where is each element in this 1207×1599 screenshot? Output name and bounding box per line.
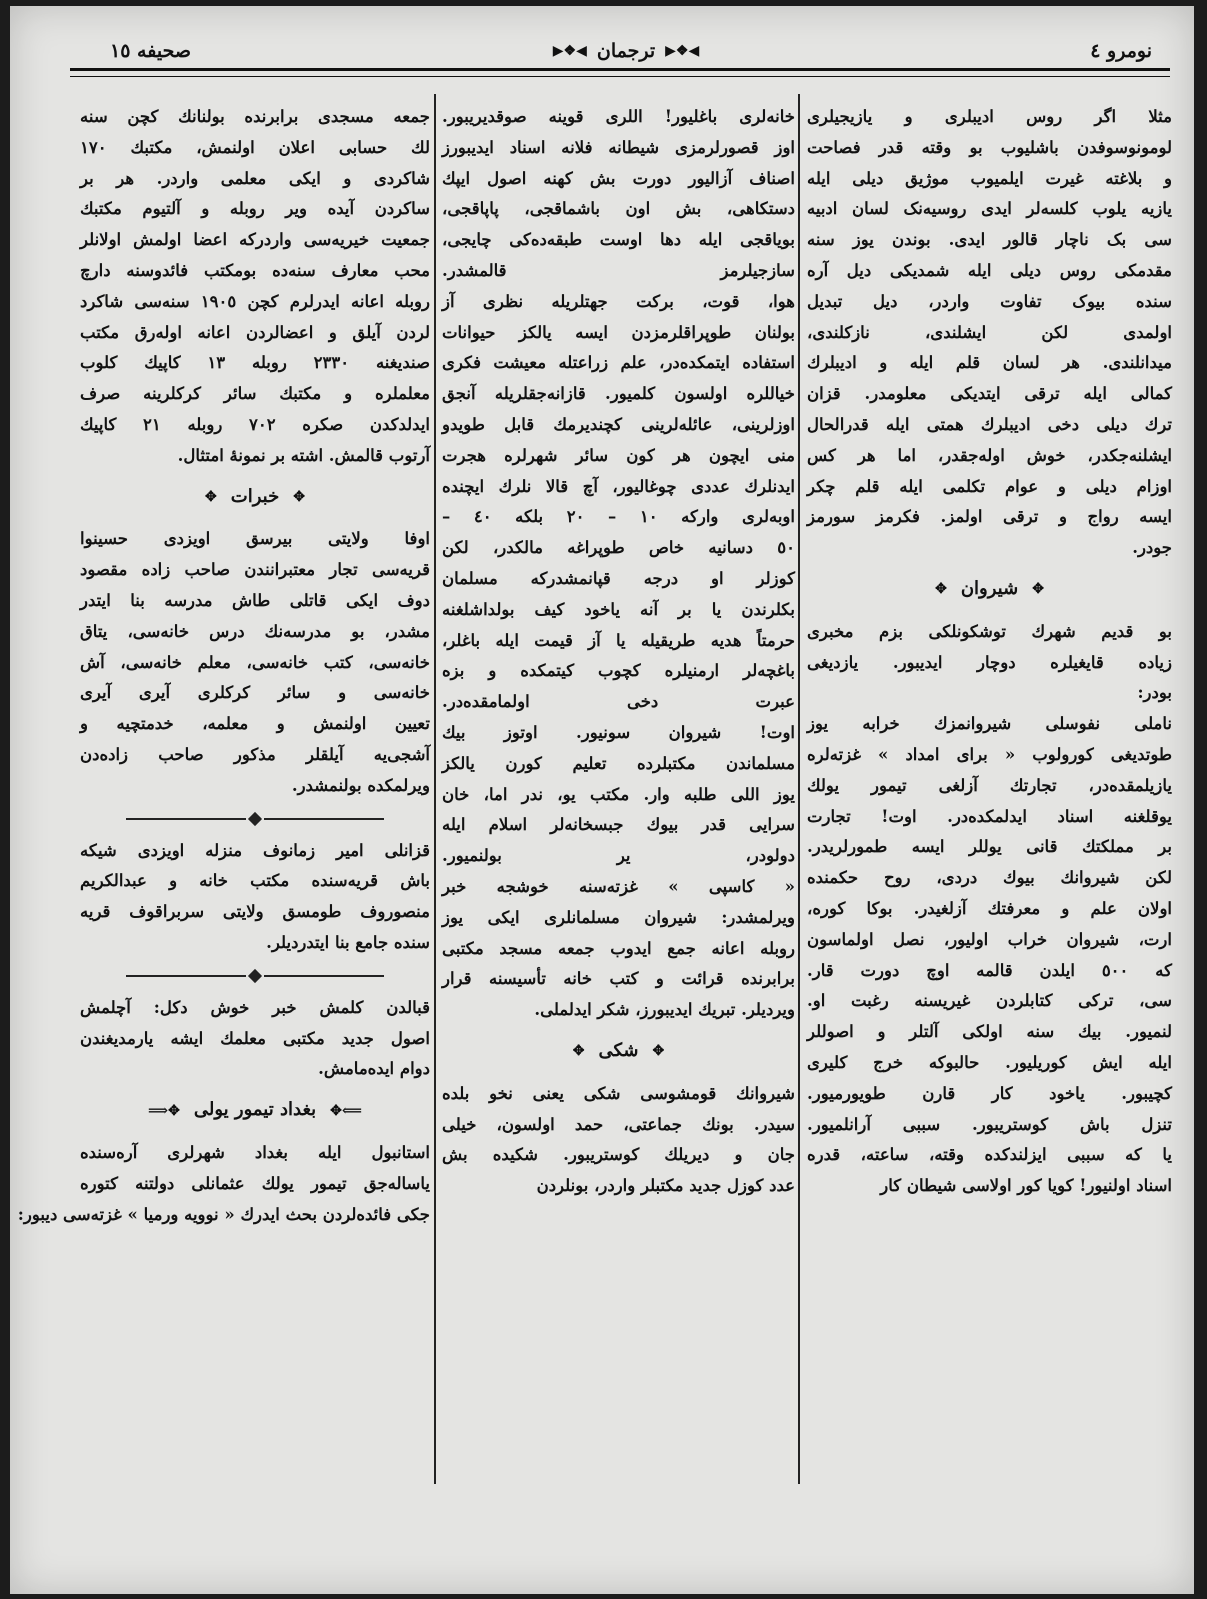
- text-line: اولمدی لکن ایشلندی، نازکلندی،: [807, 322, 1172, 342]
- text-line: سرایی قدر بیوك جبسخانه‌لر اسلام ایله: [442, 815, 795, 835]
- text-line: بودر:: [1137, 683, 1172, 703]
- text-line: ایله ایش کوریلیور. حالبوکه خرج کلیری: [807, 1052, 1172, 1072]
- text-line: اوزام دیلی و عوام تکلمی ایله قلم چکر: [807, 476, 1172, 496]
- text-line: سی، ترکی کتابلردن غیریسنه رغبت او.: [807, 991, 1172, 1011]
- article-text: [80, 993, 430, 1085]
- text-line: یازیلمقده‌در، تجارتك آزلغی تیمور یولك: [807, 775, 1172, 795]
- text-line: و بلاغته غیرت ایلمیوب موژیق دیلی ایله: [807, 168, 1172, 188]
- text-line: شاکردی و ایکی معلمی واردر. هر بر: [80, 168, 430, 188]
- text-line: ناملی نفوسلی شیروانمزك خرابه یوز: [807, 714, 1172, 734]
- text-line: خانه‌لری باغلیور! اللری قوینه صوقدیریبور.: [442, 107, 795, 126]
- text-line: دستکاهی، بش اون باشماقجی، پاپاقجی،: [442, 199, 795, 219]
- text-line: ایدنلرك عددی چوغالیور، آچ قالا نلرك ایچنده: [442, 476, 795, 496]
- text-line: « کاسپی » غزته‌سنه خوشجه خبر: [442, 876, 795, 896]
- text-line: هوا، قوت، برکت جهتلریله نظری آز: [442, 291, 795, 311]
- text-line: ایشلنه‌جکدر، خوش اوله‌جقدر، اما هر کس: [807, 445, 1172, 465]
- text-line: اوبه‌لری وارکه ١٠ – ٢٠ بلکه ٤٠ –: [442, 507, 795, 527]
- text-line: میدانلندی. هر لسان قلم ایله و ادیبلرك: [807, 353, 1172, 373]
- text-line: جان و دیریلك کوستریبور. شکیده بش: [442, 1145, 795, 1165]
- text-line: شیروانك قومشوسی شکی یعنی نخو بلده: [442, 1083, 795, 1103]
- newspaper-page: [10, 6, 1194, 1594]
- text-line: جودر.: [1132, 538, 1172, 558]
- section-heading-shirvan: [807, 574, 1172, 605]
- text-line: کوزلر او درجه قپانمشدرکه مسلمان: [442, 568, 795, 588]
- text-line: مسلماندن مکتبلرده تعلیم کورن یالکز: [442, 753, 795, 773]
- page-number: صحیفه ١٥: [110, 40, 191, 62]
- text-line: کچیبور. یاخود کار قارن طویورمیور.: [807, 1083, 1172, 1103]
- text-line: لك حسابی اعلان اولنمش، مکتبك ١٧٠: [80, 137, 430, 157]
- divider: [80, 967, 430, 985]
- text-line: بر مملکتك قانی یوللر ایسه طمورلریدر.: [807, 837, 1172, 857]
- text-line: قزانلی امیر زمانوف منزله اویزدی شیکه: [80, 840, 430, 860]
- text-line: لنمیور. بیك سنه اولکی آلتلر و اصوللر: [807, 1022, 1172, 1042]
- text-line: لکن شیروانك بیوك دردی، روح حکمنده: [807, 868, 1172, 888]
- text-line: ترك دیلی دخی ادیبلرك همتی ایله قدرالحال: [807, 414, 1172, 434]
- text-line: بو قدیم شهرك توشکونلکی بزم مخبری: [807, 621, 1172, 641]
- text-line: سنده بیوک تفاوت واردر، دیل تبدیل: [807, 291, 1172, 311]
- text-line: اوز قصورلرمزی شیطانه فلانه اسناد ایدیبورز: [442, 137, 795, 157]
- divider: [80, 810, 430, 828]
- newspaper-title: ترجمان: [596, 40, 656, 62]
- article-text: [80, 524, 430, 801]
- text-line: اوفا ولایتی بیرسق اویزدی حسینوا: [80, 529, 430, 549]
- section-heading-sheki: [442, 1036, 795, 1067]
- text-line: سیدر. بونك جماعتی، حمد اولسون، خیلی: [442, 1114, 795, 1134]
- text-line: ویردیلر. تبریك ایدیبورز، شکر ایدلملی.: [534, 1000, 795, 1020]
- column-right: [807, 102, 1172, 1480]
- text-line: اوت! شیروان سونیور. اوتوز بیك: [442, 722, 795, 742]
- text-line: زیاده قایغیلره دوچار ایدیبور. یازدیغی: [807, 652, 1172, 672]
- ornament-icon: ◀❖▶: [665, 43, 700, 59]
- text-line: طوتدیغی کورولوب « برای امداد » غزته‌لره: [807, 744, 1172, 764]
- text-line: آشجی‌یه آیلقلر مذکور صاحب زاده‌دن: [80, 744, 430, 764]
- section-title: شکی: [598, 1039, 639, 1061]
- text-line: جکی فائده‌لردن بحث ایدرك « نوو‌یه ورمیا » غزته‌سی دیبور:: [17, 1204, 430, 1224]
- ornament-icon: ✥: [935, 581, 947, 598]
- ornament-icon: ✥: [1032, 581, 1044, 598]
- text-line: ٥٠ دسانیه خاص طوپراغه مالکدر، لکن: [442, 538, 795, 558]
- text-line: بویاقجی ایله دها اوست طبقه‌ده‌کی چایجی،: [442, 230, 795, 250]
- text-line: دولودر، یر بولنمیور.: [442, 846, 795, 866]
- text-line: اسناد اولنیور! کویا کور اولاسی شیطان کار: [880, 1176, 1172, 1196]
- text-line: منی ایچون هر کون سائر شهرلره هجرت: [442, 445, 795, 465]
- article-text: [17, 1138, 430, 1230]
- text-line: حرمتاً هدیه طریقیله یا آز قیمت ایله باغلر،: [442, 630, 795, 650]
- text-line: عدد کوزل جدید مکتبلر واردر، بونلردن: [536, 1176, 795, 1196]
- column-divider: [798, 94, 800, 1484]
- text-line: سنده جامع بنا ایتدردیلر.: [266, 932, 430, 952]
- ornament-icon: ✥: [293, 488, 305, 505]
- text-line: جمعیت خیریه‌سی واردرکه اعضا اولمش اولانلر: [80, 230, 430, 250]
- text-line: صندیغنه ٢٣٣٠ روبله ١٣ کاپیك کلوب: [80, 353, 430, 373]
- text-line: ویرلمشدر: شیروان مسلمانلری ایکی یوز: [442, 907, 795, 927]
- text-line: تعیین اولنمش و معلمه، خدمتچیه و: [80, 714, 430, 734]
- column-divider: [434, 94, 436, 1484]
- section-title: خبرات: [230, 485, 280, 507]
- text-line: برابرنده قرائت و کتب خانه تأسیسنه قرار: [442, 969, 795, 989]
- text-line: خانه‌سی، کتب خانه‌سی، معلم خانه‌سی، آش: [80, 652, 430, 672]
- text-line: اولان علم و معرفتك آزلغیدر. بوکا کوره،: [807, 898, 1172, 918]
- text-line: آرتوب قالمش. اشته بر نمونهٔ امتثال.: [177, 445, 430, 465]
- text-line: محب معارف سنه‌ده بومکتب فائدوسنه دارچ: [80, 260, 430, 280]
- text-line: عبرت دخی اولمامقده‌در.: [442, 692, 795, 712]
- article-text: [80, 102, 430, 472]
- text-line: ویرلمکده بولنمشدر.: [291, 775, 430, 795]
- ornament-icon: ⟸✥: [330, 1102, 362, 1119]
- text-line: روبله اعانه ایدرلرم کچن ١٩٠٥ سنه‌سی شاکرد: [80, 291, 430, 311]
- text-line: دوام ایده‌مامش.: [318, 1059, 430, 1079]
- article-text: [807, 102, 1172, 564]
- text-line: روبله اعانه جمع ایدوب جمعه مسجد مکتبی: [442, 938, 795, 958]
- text-line: یاساله‌جق تیمور یولك عثمانلی دولتنه کتوره: [80, 1173, 430, 1193]
- text-line: کمالی ایله ترقی ایتدیکی معلومدر. قزان: [807, 384, 1172, 404]
- text-line: یوقلغنه اسناد ایدلمکده‌در. اوت! تجارت: [807, 806, 1172, 826]
- text-line: ارت، شیروان خراب اولیور، نصل اولماسون: [807, 929, 1172, 949]
- column-middle: [442, 102, 795, 1480]
- text-line: تنزل باش کوستریبور. سببی آرانلمیور.: [807, 1114, 1172, 1134]
- text-line: یوز اللی طلبه وار. مکتب یو، ندر اما، خان: [442, 784, 795, 804]
- text-line: لردن آیلق و اعضالردن اعانه اوله‌رق مکتب: [80, 322, 430, 342]
- ornament-icon: ✥: [572, 1043, 585, 1060]
- text-line: دوف ایکی قاتلی طاش مدرسه بنا ایتدر: [80, 590, 430, 610]
- header-rule-thin: [70, 76, 1170, 77]
- text-line: سازجیلرمز قالمشدر.: [442, 260, 795, 280]
- text-line: که ٥٠٠ ایلدن قالمه اوچ دورت قار.: [807, 960, 1172, 980]
- text-line: خانه‌سی و سائر کرکلری آیری آیری: [80, 683, 430, 703]
- section-title: شیروان: [960, 577, 1019, 599]
- text-line: ایسه رواج و ترقی اولمز. فکرمز سورمز: [807, 507, 1172, 527]
- text-line: یازیه یلوب کلسه‌لر ایدی روسیه‌نک لسان ادبیه: [807, 199, 1172, 219]
- text-line: معلملره و مکتبك سائر کرکلرینه صرف: [80, 384, 430, 404]
- article-text: [80, 836, 430, 959]
- text-line: ساکردن آیده ویر روبله و آلتیوم مکتبك: [80, 199, 430, 219]
- section-heading-news: [80, 482, 430, 513]
- text-line: یا که سببی ایزلندکده وقته، ساعته، قدره: [807, 1145, 1172, 1165]
- text-line: استفاده ایتمکده‌در، علم زراعتله معیشت فکری: [442, 353, 795, 373]
- article-text: [442, 1079, 795, 1202]
- ornament-icon: ✥: [652, 1043, 665, 1060]
- issue-number: نومرو ٤: [1090, 40, 1152, 62]
- text-line: مشدر، بو مدرسه‌نك درس خانه‌سی، یتاق: [80, 621, 430, 641]
- text-line: لومونوسوفدن باشلیوب بو وقته قدر فصاحت: [807, 137, 1172, 157]
- text-line: سی بک ناچار قالور ایدی. بوندن یوز سنه: [807, 230, 1172, 250]
- ornament-icon: ✥⟹: [148, 1102, 180, 1119]
- text-line: باش قریه‌سنده مکتب خانه و عبدالکریم: [80, 871, 430, 891]
- ornament-icon: ◀❖▶: [552, 43, 587, 59]
- text-line: باغچه‌لر ارمنیلره کچوب کیتمکده و بزه: [442, 661, 795, 681]
- article-text: [442, 102, 795, 1026]
- article-text: [807, 617, 1172, 1202]
- section-heading-baghdad-railway: [80, 1095, 430, 1126]
- text-line: بکلرندن یا بر آنه یاخود کیف بولداشلغنه: [442, 599, 795, 619]
- text-line: ایدلدکدن صکره ٧٠٢ روبله ٢١ کاپیك: [80, 414, 430, 434]
- header-rule: [70, 68, 1170, 71]
- text-line: بولنان طوپراقلرمزدن ایسه یالکز حیوانات: [442, 322, 795, 342]
- text-line: اوزلرینی، عائله‌لرینی کچندیرمك قابل طویدو: [442, 414, 795, 434]
- section-title: بغداد تیمور یولی: [193, 1099, 317, 1121]
- text-line: مقدمکی روس دیلی ایله شمدیکی دیل آره: [807, 260, 1172, 280]
- text-line: قبالدن کلمش خبر خوش دکل: آچلمش: [80, 997, 430, 1017]
- text-line: قریه‌سی تجار معتبرانندن صاحب زاده مقصود: [80, 560, 430, 580]
- masthead: [553, 40, 699, 62]
- text-line: جمعه مسجدی برابرنده بولنانك کچن سنه: [80, 107, 430, 126]
- text-line: استانبول ایله بغداد شهرلری آره‌سنده: [80, 1142, 430, 1162]
- text-line: اصناف آزالیور دورت بش کهنه اصول ایپك: [442, 168, 795, 188]
- ornament-icon: ✥: [205, 488, 217, 505]
- text-line: منصوروف طومسق ولایتی سربراقوف قریه: [80, 902, 430, 922]
- text-line: خیاللره اولسون کلمیور. قازانه‌جقلریله آنجق: [442, 384, 795, 404]
- column-left: [17, 102, 430, 1480]
- text-line: اصول جدید مکتبی معلمك ایشه یارمدیغندن: [80, 1028, 430, 1048]
- text-line: مثلا اگر روس ادیبلری و یازیجیلری: [807, 107, 1172, 126]
